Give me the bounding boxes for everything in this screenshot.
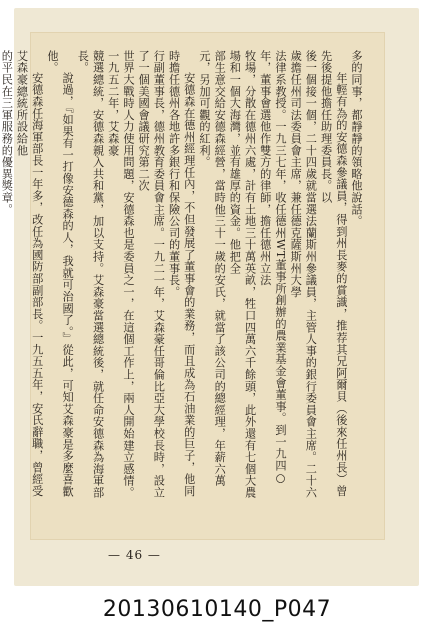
paragraph: 多的同事，都靜靜的領略他說話。 <box>350 50 363 227</box>
book-page <box>0 32 385 562</box>
body-text <box>0 50 364 505</box>
paragraph: 部生意交給安德森經營，當時他三十一歲的安氏，就當了該公司的總經理，年薪六萬元，另加可觀的紅利。 <box>197 50 227 487</box>
paragraph: 安德森在德州經理任內，不但發展了董事會的業務，而且成為石油業的巨子，他同時擔任德州各地許多銀行和保險公司的董事長。 <box>167 50 196 498</box>
paragraph: 牧場，分散在德州六處，計有土地三十萬英畝，牲口四萬六千餘頭，此外還有七個大農場和一個大海灣，並有雄厚的資金。他把全 <box>228 50 257 499</box>
paragraph: 法律系教授。一九三七年，收任德州WT董事所創辦的農業基金會董事。到一九四○年，董事會選他作雙方的律師，擔任德州立法 <box>258 50 287 485</box>
paragraph: 安德森任海軍部長一年多，改任為國防部副部長。一九五五年，安氏辭職，曾經受艾森豪總統所設給他 <box>15 50 44 498</box>
paragraph: 後一個接一個，二十四歲就當選法蘭斯州參議員，主管人事的銀行委員會主席。二十六歲擔任州司法委員會主席，兼任德克薩斯州大學 <box>289 50 318 499</box>
paragraph: 行副董事長，德州教育委員會主席。一九二一年，艾森豪任哥倫比亞大學校長時，設立了一個美國會議研究第二次 <box>137 50 166 499</box>
paragraph: 世界大戰時人力使用問題，安德森也是委員之一，在這個工作上，兩人開始建立感情。一九五二年，艾森豪 <box>106 50 135 499</box>
paragraph: 競選總統，安德森親入共和黨，加以支持。艾森豪當選總統後，就任命安德森為海軍部長。 <box>76 50 105 499</box>
paragraph: 說過，『如果有一打像安德森的人，我就可治國了。』從此，可知艾森豪是多麼喜歡他。 <box>45 50 75 498</box>
archive-id-caption: 20130610140_P047 <box>102 597 332 622</box>
page-number: — 46 — <box>108 548 161 562</box>
paragraph: 的平民在三軍服務的優異獎章。 <box>0 50 14 216</box>
paragraph: 年輕有為的安德森參議員，得到州長麥的賞識，推荐其兄阿爾貝（後來任州長）曾先後提他擔任助理委員長。以 <box>319 50 348 498</box>
